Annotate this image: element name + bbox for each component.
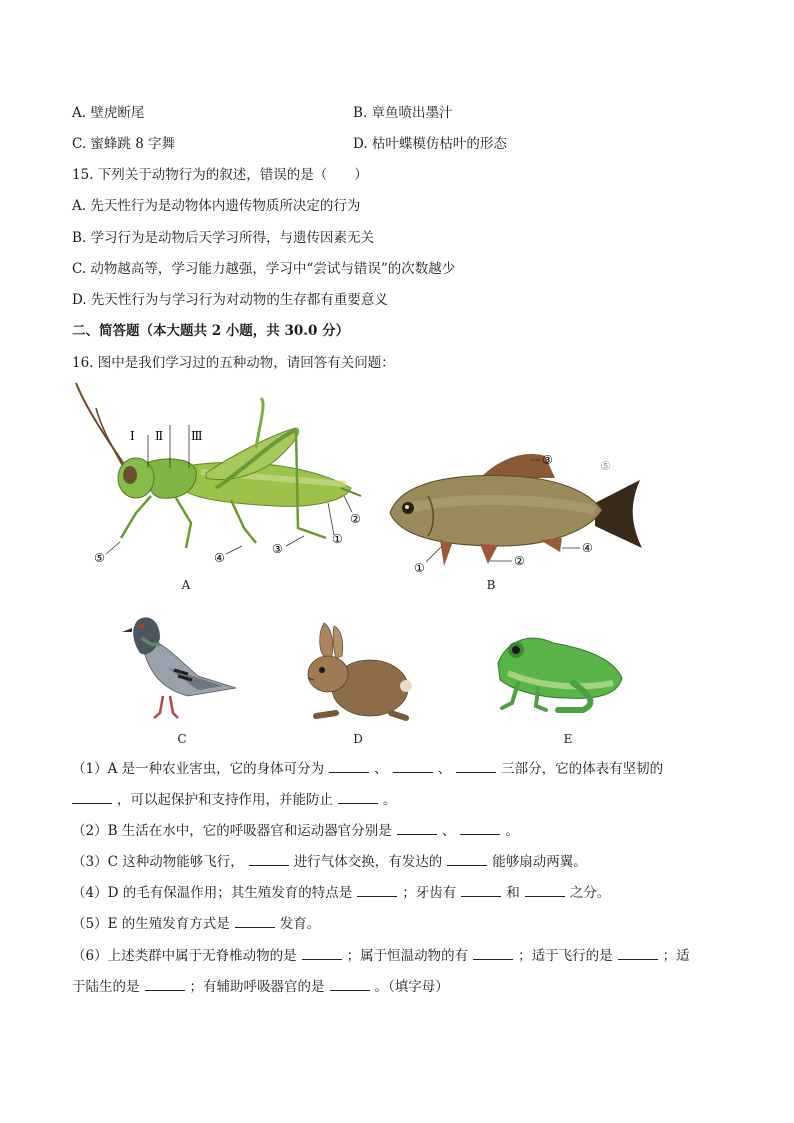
answer-blank[interactable] <box>460 822 500 835</box>
q16-part2: （2）B 生活在水中，它的呼吸器官和运动器官分别是 、 。 <box>72 823 519 839</box>
label-I: Ⅰ <box>130 429 135 443</box>
caption-c: C <box>177 732 187 746</box>
q15-stem: 15. 下列关于动物行为的叙述，错误的是（ ） <box>72 167 368 183</box>
caption-e: E <box>563 732 573 746</box>
q16-part6-line1: （6）上述类群中属于无脊椎动物的是 ；属于恒温动物的有 ；适于飞行的是 ；适 <box>72 948 690 964</box>
q14-option-c: C. 蜜蜂跳 8 字舞 <box>72 136 176 152</box>
q15-option-d: D. 先天性行为与学习行为对动物的生存都有重要意义 <box>72 292 388 308</box>
fish-label-5: ⑤ <box>600 459 611 473</box>
q16-part1-line1: （1）A 是一种农业害虫，它的身体可分为 、 、 三部分，它的体表有坚韧的 <box>72 761 664 777</box>
frog-figure <box>488 628 628 714</box>
q16-part3: （3）C 这种动物能够飞行， 进行气体交换，有发达的 能够扇动两翼。 <box>72 854 587 870</box>
answer-blank[interactable] <box>461 884 501 897</box>
answer-blank[interactable] <box>338 791 378 804</box>
answer-blank[interactable] <box>473 947 513 960</box>
label-II: Ⅱ <box>155 429 164 443</box>
answer-blank[interactable] <box>329 760 369 773</box>
label-4: ④ <box>214 551 225 565</box>
q16-part1-line2: ，可以起保护和支持作用，并能防止 。 <box>72 790 397 810</box>
fish-label-4: ④ <box>582 541 593 555</box>
q14-option-b: B. 章鱼喷出墨汁 <box>353 105 453 121</box>
rabbit-figure <box>296 618 414 724</box>
fish-figure <box>380 448 650 576</box>
label-5: ⑤ <box>94 551 105 565</box>
answer-blank[interactable] <box>357 884 397 897</box>
q16-part4: （4）D 的毛有保温作用；其生殖发育的特点是 ；牙齿有 和 之分。 <box>72 885 611 901</box>
q15-option-a: A. 先天性行为是动物体内遗传物质所决定的行为 <box>72 198 361 214</box>
answer-blank[interactable] <box>302 947 342 960</box>
answer-blank[interactable] <box>525 884 565 897</box>
q16-part6-line2: 于陆生的是 ；有辅助呼吸器官的是 。（填字母） <box>72 979 449 995</box>
answer-blank[interactable] <box>447 853 487 866</box>
grasshopper-figure <box>66 378 376 568</box>
label-III: Ⅲ <box>191 429 203 443</box>
answer-blank[interactable] <box>249 853 289 866</box>
caption-d: D <box>353 732 363 746</box>
q16-part5: （5）E 的生殖发育方式是 发育。 <box>72 916 321 932</box>
answer-blank[interactable] <box>456 760 496 773</box>
answer-blank[interactable] <box>618 947 658 960</box>
answer-blank[interactable] <box>145 978 185 991</box>
answer-blank[interactable] <box>393 760 433 773</box>
pigeon-figure <box>118 608 243 728</box>
answer-blank[interactable] <box>397 822 437 835</box>
fish-label-3: ③ <box>542 453 553 467</box>
answer-blank[interactable] <box>72 791 112 804</box>
q14-option-d: D. 枯叶蝶模仿枯叶的形态 <box>353 136 507 152</box>
q16-stem: 16. 图中是我们学习过的五种动物，请回答有关问题： <box>72 355 395 371</box>
q15-option-c: C. 动物越高等，学习能力越强，学习中“尝试与错误”的次数越少 <box>72 261 456 277</box>
caption-b: B <box>486 578 496 592</box>
label-3: ③ <box>272 542 283 556</box>
label-2: ② <box>350 512 361 526</box>
section-title: 二、简答题（本大题共 2 小题，共 30.0 分） <box>72 323 350 339</box>
answer-blank[interactable] <box>330 978 370 991</box>
label-1: ① <box>332 532 343 546</box>
answer-blank[interactable] <box>235 915 275 928</box>
caption-a: A <box>181 578 191 592</box>
q15-option-b: B. 学习行为是动物后天学习所得，与遗传因素无关 <box>72 230 375 246</box>
q14-option-a: A. 壁虎断尾 <box>72 105 145 121</box>
fish-label-1: ① <box>414 561 425 575</box>
fish-label-2: ② <box>514 554 525 568</box>
